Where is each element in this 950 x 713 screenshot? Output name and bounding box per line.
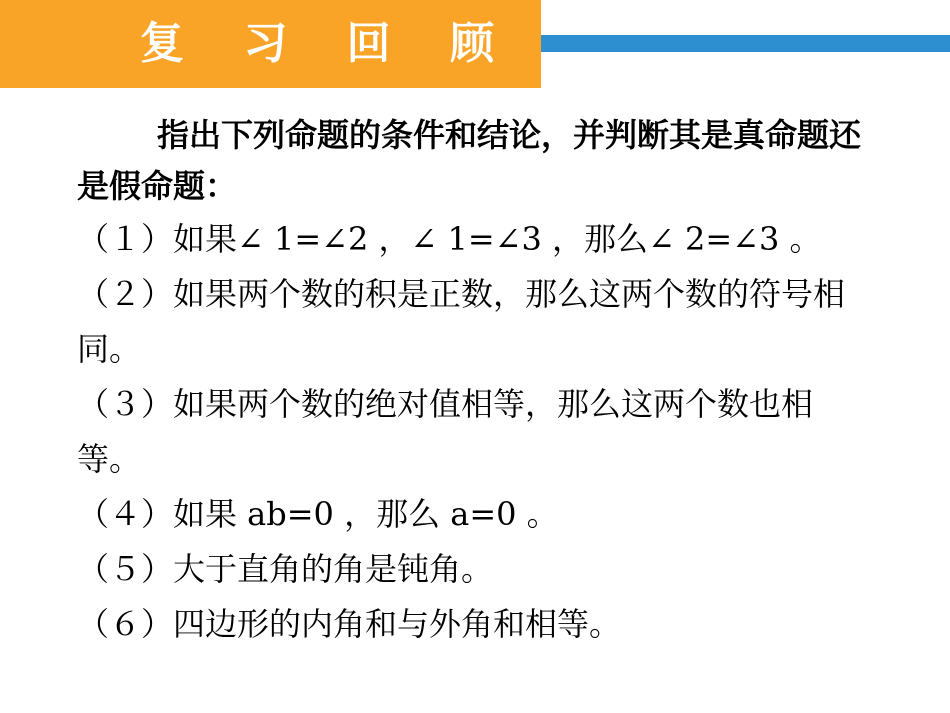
slide-title: 复 习 回 顾 — [140, 18, 516, 69]
proposition-5: （５）大于直角的角是钝角。 — [77, 550, 494, 588]
proposition-4: （４）如果 ab=0 ，那么 a=0 。 — [77, 495, 559, 533]
slide-body — [77, 110, 877, 652]
accent-line — [541, 35, 950, 52]
intro-text: 指出下列命题的条件和结论，并判断其是真命题还是假命题： — [77, 116, 862, 205]
proposition-2: （２）如果两个数的积是正数，那么这两个数的符号相同。 — [77, 275, 846, 368]
proposition-1: （１）如果∠ 1=∠2 ，∠ 1=∠3 ，那么∠ 2=∠3 。 — [77, 220, 822, 258]
proposition-3: （３）如果两个数的绝对值相等，那么这两个数也相等。 — [77, 385, 814, 478]
proposition-6: （６）四边形的内角和与外角和相等。 — [77, 605, 622, 643]
